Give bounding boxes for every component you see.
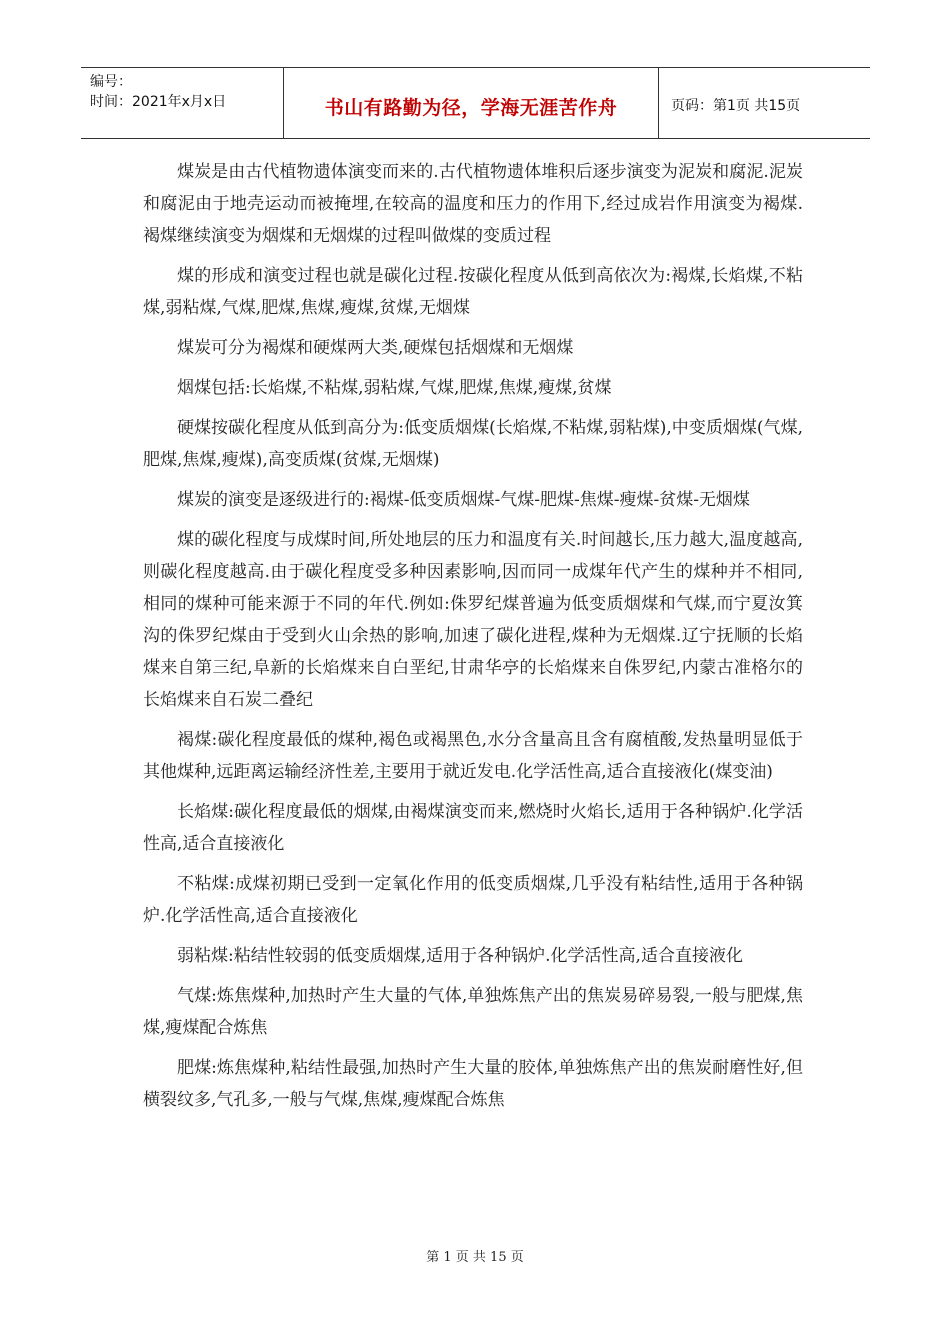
paragraph: 弱粘煤:粘结性较弱的低变质烟煤,适用于各种锅炉.化学活性高,适合直接液化	[177, 946, 743, 966]
paragraph: 肥煤:炼焦煤种,粘结性最强,加热时产生大量的胶体,单独炼焦产出的焦炭耐磨性好,但横裂纹多,气孔多,一般与气煤,焦煤,瘦煤配合炼焦	[143, 1058, 803, 1110]
document-body	[143, 156, 803, 1124]
paragraph: 煤炭是由古代植物遗体演变而来的.古代植物遗体堆积后逐步演变为泥炭和腐泥.泥炭和腐泥由于地壳运动而被掩埋,在较高的温度和压力的作用下,经过成岩作用演变为褐煤.褐煤继续演变为烟煤和无烟煤的过程叫做煤的变质过程	[143, 162, 803, 246]
paragraph: 煤的形成和演变过程也就是碳化过程.按碳化程度从低到高依次为:褐煤,长焰煤,不粘煤,弱粘煤,气煤,肥煤,焦煤,瘦煤,贫煤,无烟煤	[143, 266, 803, 318]
paragraph: 不粘煤:成煤初期已受到一定氧化作用的低变质烟煤,几乎没有粘结性,适用于各种锅炉.化学活性高,适合直接液化	[143, 874, 803, 926]
header-page-info: 页码：第1页 共15页	[671, 98, 801, 114]
document-header	[81, 67, 870, 139]
document-number: 编号：	[90, 74, 132, 90]
paragraph: 烟煤包括:长焰煤,不粘煤,弱粘煤,气煤,肥煤,焦煤,瘦煤,贫煤	[177, 378, 612, 398]
paragraph: 气煤:炼焦煤种,加热时产生大量的气体,单独炼焦产出的焦炭易碎易裂,一般与肥煤,焦煤,瘦煤配合炼焦	[143, 986, 803, 1038]
header-motto: 书山有路勤为径，学海无涯苦作舟	[284, 68, 659, 138]
paragraph: 煤的碳化程度与成煤时间,所处地层的压力和温度有关.时间越长,压力越大,温度越高,则碳化程度越高.由于碳化程度受多种因素影响,因而同一成煤年代产生的煤种并不相同,相同的煤种可能来源于不同的年代.例如:侏罗纪煤普遍为低变质烟煤和气煤,而宁夏汝箕沟的侏罗纪煤由于受到火山余热的影响,加速了碳化进程,煤种为无烟煤.辽宁抚顺的长焰煤来自第三纪,阜新的长焰煤来自白垩纪,甘肃华亭的长焰煤来自侏罗纪,内蒙古准格尔的长焰煤来自石炭二叠纪	[143, 530, 803, 710]
paragraph: 褐煤:碳化程度最低的煤种,褐色或褐黑色,水分含量高且含有腐植酸,发热量明显低于其他煤种,远距离运输经济性差,主要用于就近发电.化学活性高,适合直接液化(煤变油)	[143, 730, 803, 782]
paragraph: 长焰煤:碳化程度最低的烟煤,由褐煤演变而来,燃烧时火焰长,适用于各种锅炉.化学活性高,适合直接液化	[143, 802, 803, 854]
page-footer: 第 1 页 共 15 页	[426, 1250, 524, 1265]
paragraph: 煤炭可分为褐煤和硬煤两大类,硬煤包括烟煤和无烟煤	[177, 338, 574, 358]
paragraph: 硬煤按碳化程度从低到高分为:低变质烟煤(长焰煤,不粘煤,弱粘煤),中变质烟煤(气煤,肥煤,焦煤,瘦煤),高变质煤(贫煤,无烟煤)	[143, 418, 803, 470]
paragraph: 煤炭的演变是逐级进行的:褐煤-低变质烟煤-气煤-肥煤-焦煤-瘦煤-贫煤-无烟煤	[177, 490, 750, 510]
header-meta	[81, 68, 284, 138]
document-date: 时间：2021年x月x日	[90, 94, 227, 110]
